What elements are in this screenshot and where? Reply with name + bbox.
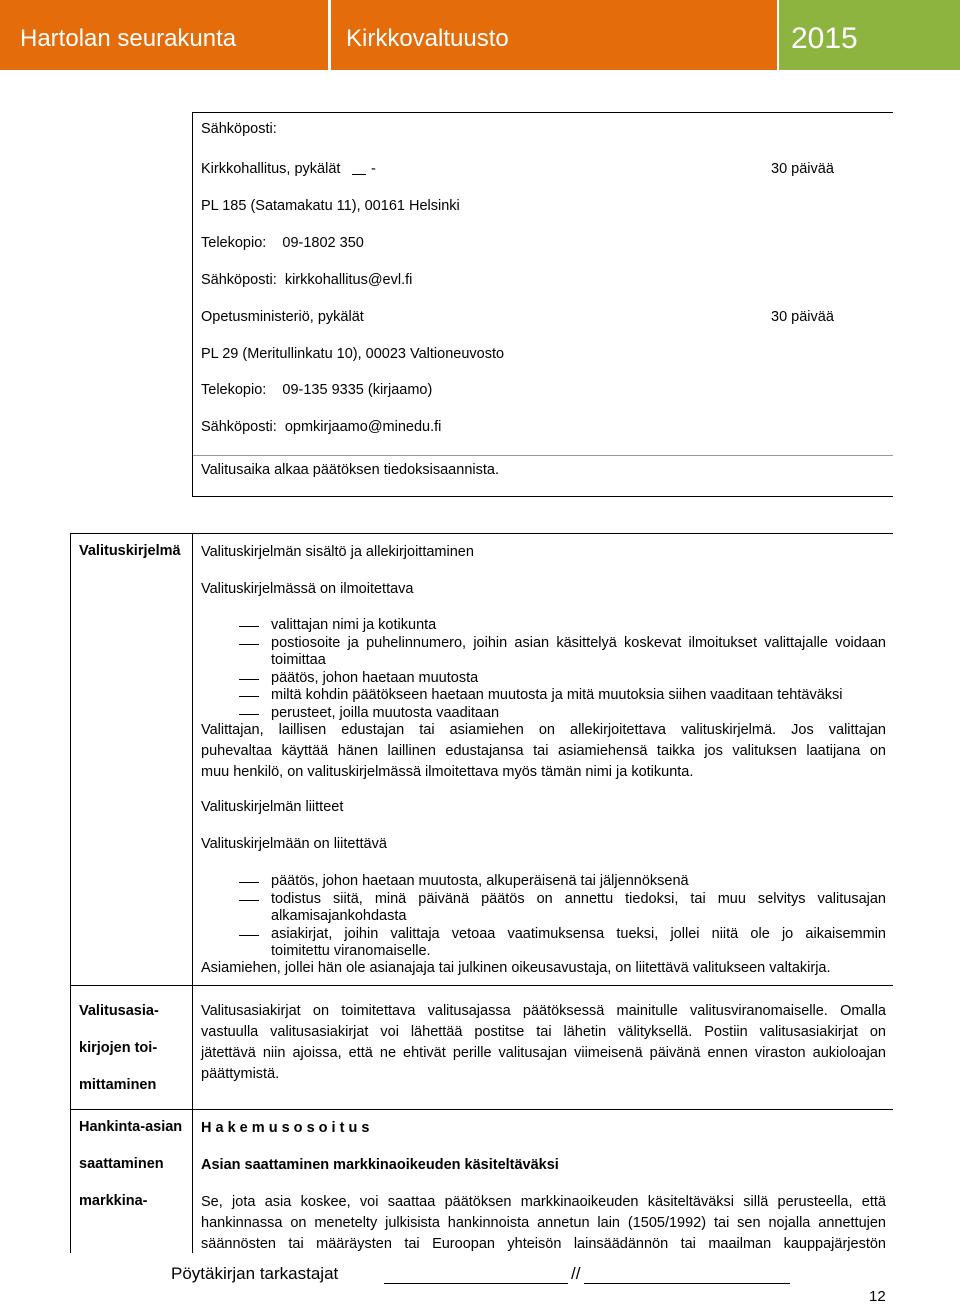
attorney-note: Asiamiehen, jollei hän ole asianajaja tai julkinen oikeusavustaja, on liitettävä valitukseen valtakirja.	[201, 960, 831, 976]
procurement-label-line: Hankinta-asian	[79, 1119, 183, 1135]
kirkkohallitus-name: Kirkkohallitus, pykälät	[201, 161, 341, 177]
valituskirjelma-label: Valituskirjelmä	[79, 543, 181, 559]
attachment-item-text	[271, 873, 886, 891]
box-bottom-border	[192, 496, 893, 497]
requirement-item-text	[271, 670, 886, 688]
reviewer-signature-line-2	[584, 1283, 790, 1284]
procurement-line: hankinnassa on menetelty julkisista hankinnoista annetun lain (1505/1992) tai sen nojalla annettujen	[201, 1215, 886, 1231]
bullet-dash	[239, 626, 259, 627]
box-left-border	[192, 112, 193, 497]
signing-line: puhevaltaa käyttää hänen laillinen edustajansa tai asiamiehensä taikka jos valituksen laatijana on	[201, 743, 886, 759]
appeal-period: Valitusaika alkaa päätöksen tiedoksisaannista.	[201, 462, 499, 478]
row-divider-1	[70, 985, 893, 986]
signing-paragraph	[201, 720, 886, 783]
attachment-item-text	[271, 891, 886, 926]
kirkkohallitus-fax: Telekopio: 09-1802 350	[201, 235, 364, 251]
table-top-border	[70, 533, 893, 534]
bullet-dash	[239, 679, 259, 680]
page-number: 12	[869, 1288, 886, 1305]
attachment-item-line: toimitettu viranomaiselle.	[271, 943, 431, 959]
header-year: 2015	[791, 22, 858, 55]
kirkkohallitus-email: Sähköposti: kirkkohallitus@evl.fi	[201, 272, 413, 288]
signing-line: Valittajan, laillisen edustajan tai asiamiehen on allekirjoitettava valituskirjelmä. Jos valittajan	[201, 722, 886, 738]
header-organization: Hartolan seurakunta	[20, 25, 237, 52]
requirement-item-text	[271, 687, 886, 705]
delivery-paragraph	[201, 1001, 886, 1085]
header-body: Kirkkovaltuusto	[346, 25, 509, 52]
delivery-line: vastuulla valitusasiakirjat voi lähettää postitse tai lähetin välityksellä. Postiin valitusasiakirjat on	[201, 1024, 886, 1040]
requirement-item-line: perusteet, joilla muutosta vaaditaan	[271, 704, 500, 721]
attachments-heading: Valituskirjelmän liitteet	[201, 799, 344, 815]
requirement-item-text	[271, 635, 886, 670]
bullet-dash	[239, 714, 259, 715]
procurement-line: Se, jota asia koskee, voi saattaa päätöksen markkinaoikeuden käsiteltäväksi sillä perusteella, että	[201, 1194, 886, 1210]
kirkkohallitus-dash: -	[371, 161, 376, 177]
bullet-dash	[239, 935, 259, 936]
procurement-label-line: saattaminen	[79, 1156, 164, 1172]
requirement-item-line: postiosoite ja puhelinnumero, joihin asian käsittelyä koskevat ilmoitukset valittajalle voidaan	[271, 634, 886, 651]
ministry-address: PL 29 (Meritullinkatu 10), 00023 Valtioneuvosto	[201, 346, 505, 362]
kirkkohallitus-days: 30 päivää	[771, 161, 834, 177]
requirement-item-line: toimittaa	[271, 652, 326, 668]
table-left-border	[70, 533, 71, 1253]
procurement-heading: H a k e m u s o s o i t u s	[201, 1120, 370, 1136]
period-separator	[193, 455, 893, 456]
attachment-item-line: todistus siitä, minä päivänä päätös on annettu tiedoksi, tai muu selvitys valitusajan	[271, 890, 886, 907]
table-column-divider	[192, 533, 193, 1253]
ministry-days: 30 päivää	[771, 309, 834, 325]
email-label: Sähköposti:	[201, 121, 277, 137]
procurement-subheading: Asian saattaminen markkinaoikeuden käsiteltäväksi	[201, 1157, 559, 1173]
box-top-border	[192, 112, 893, 113]
requirement-item-line: päätös, johon haetaan muutosta	[271, 669, 479, 686]
kirkkohallitus-address: PL 185 (Satamakatu 11), 00161 Helsinki	[201, 198, 460, 214]
requirement-item-line: valittajan nimi ja kotikunta	[271, 617, 437, 633]
attachment-item-text	[271, 926, 886, 961]
attachment-item-line: asiakirjat, joihin valittaja vetoaa vaatimuksensa tueksi, jollei niitä ole jo aikaisemmin	[271, 925, 886, 942]
valituskirjelma-intro: Valituskirjelmässä on ilmoitettava	[201, 581, 414, 597]
valituskirjelma-heading: Valituskirjelmän sisältö ja allekirjoittaminen	[201, 544, 474, 560]
requirement-item-line: miltä kohdin päätökseen haetaan muutosta ja mitä muutoksia siihen vaaditaan tehtäväksi	[271, 687, 843, 703]
bullet-dash	[239, 696, 259, 697]
delivery-line: Valitusasiakirjat on toimitettava valitusajassa päätöksessä mainitulle valitusviranomaiselle. Omalla	[201, 1003, 886, 1019]
procurement-paragraph	[201, 1192, 886, 1255]
row-divider-2	[70, 1109, 893, 1110]
reviewers-separator: //	[571, 1264, 581, 1283]
delivery-label-line: Valitusasia-	[79, 1003, 159, 1019]
signing-line: muu henkilö, on valituskirjelmässä ilmoitettava myös tämän nimi ja kotikunta.	[201, 764, 694, 780]
ministry-name: Opetusministeriö, pykälät	[201, 309, 364, 325]
bullet-dash	[239, 644, 259, 645]
delivery-label-line: mittaminen	[79, 1077, 157, 1093]
ministry-fax: Telekopio: 09-135 9335 (kirjaamo)	[201, 382, 433, 398]
bullet-dash	[239, 882, 259, 883]
delivery-label-line: kirjojen toi-	[79, 1040, 158, 1056]
attachments-intro: Valituskirjelmään on liitettävä	[201, 836, 387, 852]
reviewer-signature-line-1	[384, 1283, 568, 1284]
header-bar	[0, 0, 960, 70]
paragraph-blank-line	[352, 174, 366, 175]
procurement-line: säännösten tai määräysten tai Euroopan yhteisön lainsäädännön tai maailman kauppajärjestön	[201, 1236, 886, 1252]
procurement-label-line: markkina-	[79, 1193, 148, 1209]
bullet-dash	[239, 900, 259, 901]
attachment-item-line: päätös, johon haetaan muutosta, alkuperäisenä tai jäljennöksenä	[271, 873, 689, 889]
delivery-line: jätettävä niin ajoissa, että ne ehtivät perille valitusajan viimeisenä päivänä ennen viraston aukioloajan	[201, 1045, 886, 1061]
delivery-line: päättymistä.	[201, 1066, 280, 1082]
attachment-item-line: alkamisajankohdasta	[271, 908, 407, 924]
ministry-email: Sähköposti: opmkirjaamo@minedu.fi	[201, 419, 442, 435]
reviewers-label: Pöytäkirjan tarkastajat	[171, 1264, 339, 1283]
requirement-item-text	[271, 617, 886, 635]
